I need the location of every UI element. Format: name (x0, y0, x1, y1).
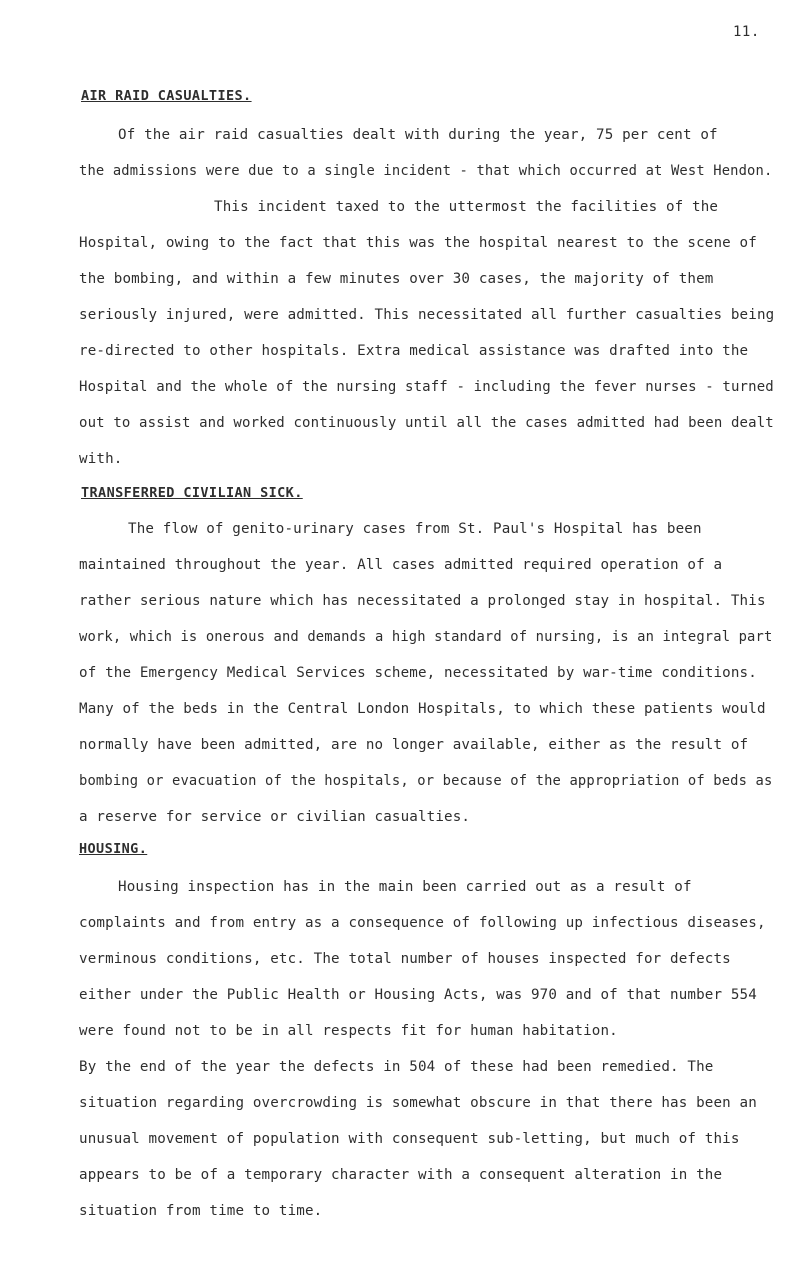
paragraph-line: bombing or evacuation of the hospitals, or because of the appropriation of beds as (79, 773, 773, 789)
paragraph-line: of the Emergency Medical Services scheme, necessitated by war-time conditions. (79, 665, 757, 681)
paragraph-line: maintained throughout the year. All cases admitted required operation of a (79, 557, 723, 573)
paragraph-line: the admissions were due to a single incident - that which occurred at West Hendon. (79, 163, 773, 179)
paragraph-line: Hospital and the whole of the nursing staff - including the fever nurses - turned (79, 379, 774, 395)
paragraph-line: complaints and from entry as a consequence of following up infectious diseases, (79, 915, 766, 931)
paragraph-line: appears to be of a temporary character with a consequent alteration in the (79, 1167, 723, 1183)
paragraph-line: work, which is onerous and demands a high standard of nursing, is an integral part (79, 629, 773, 645)
paragraph-line: This incident taxed to the uttermost the facilities of the (214, 199, 719, 215)
paragraph-line: out to assist and worked continuously until all the cases admitted had been dealt (79, 415, 774, 431)
paragraph-line: The flow of genito-urinary cases from St. Paul's Hospital has been (128, 521, 702, 537)
paragraph-line: Hospital, owing to the fact that this was the hospital nearest to the scene of (79, 235, 757, 251)
paragraph-line: re-directed to other hospitals. Extra medical assistance was drafted into the (79, 343, 749, 359)
paragraph-line: unusual movement of population with consequent sub-letting, but much of this (79, 1131, 740, 1147)
paragraph-line: normally have been admitted, are no longer available, either as the result of (79, 737, 749, 753)
paragraph-line: By the end of the year the defects in 504 of these had been remedied. The (79, 1059, 714, 1075)
paragraph-line: were found not to be in all respects fit for human habitation. (79, 1023, 618, 1039)
section-heading-transferred-civilian-sick: TRANSFERRED CIVILIAN SICK. (81, 485, 303, 501)
paragraph-line: situation regarding overcrowding is somewhat obscure in that there has been an (79, 1095, 757, 1111)
paragraph-line: Of the air raid casualties dealt with during the year, 75 per cent of (118, 127, 718, 143)
section-heading-housing: HOUSING. (79, 841, 148, 857)
paragraph-line: a reserve for service or civilian casualties. (79, 809, 471, 825)
paragraph-line: seriously injured, were admitted. This necessitated all further casualties being (79, 307, 775, 323)
paragraph-line: rather serious nature which has necessitated a prolonged stay in hospital. This (79, 593, 766, 609)
paragraph-line: with. (79, 451, 123, 467)
paragraph-line: Housing inspection has in the main been carried out as a result of (118, 879, 692, 895)
page-number: 11. (733, 24, 760, 40)
paragraph-line: the bombing, and within a few minutes over 30 cases, the majority of them (79, 271, 714, 287)
paragraph-line: Many of the beds in the Central London Hospitals, to which these patients would (79, 701, 766, 717)
paragraph-line: either under the Public Health or Housing Acts, was 970 and of that number 554 (79, 987, 757, 1003)
paragraph-line: verminous conditions, etc. The total number of houses inspected for defects (79, 951, 731, 967)
paragraph-line: situation from time to time. (79, 1203, 323, 1219)
section-heading-air-raid: AIR RAID CASUALTIES. (81, 88, 252, 104)
